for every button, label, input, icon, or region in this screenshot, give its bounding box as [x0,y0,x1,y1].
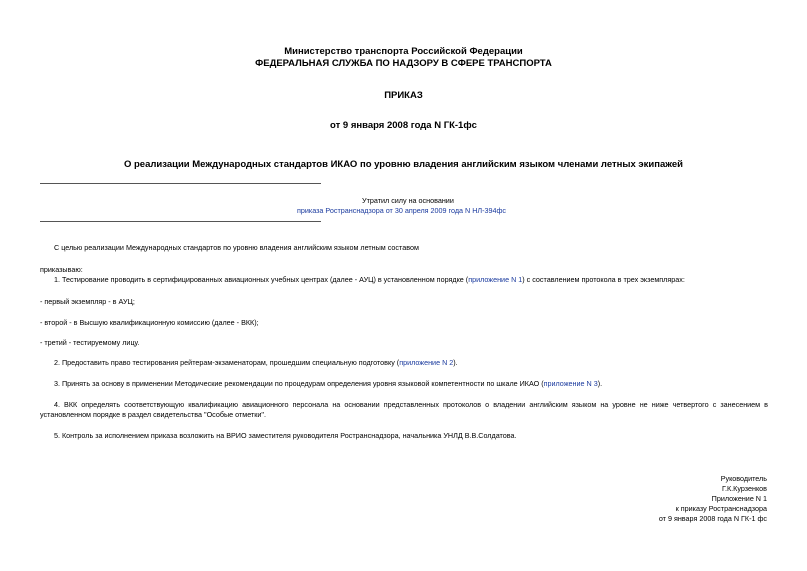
signatory-name: Г.К.Курзенков [721,484,767,493]
service-name: ФЕДЕРАЛЬНАЯ СЛУЖБА ПО НАДЗОРУ В СФЕРЕ ТРАНСПОРТА [255,58,552,69]
appendix-heading: Приложение N 1 [711,494,767,503]
bullet-second-copy: - второй - в Высшую квалификационную комиссию (далее - ВКК); [40,318,259,327]
paragraph-2-text-end: ). [453,358,458,367]
bullet-first-copy: - первый экземпляр - в АУЦ; [40,297,135,306]
paragraph-3-text-end: ). [597,379,603,388]
document-title: О реализации Международных стандартов ИКАО по уровню владения английским языком членами летных экипажей [123,159,684,170]
repeal-order-link[interactable]: приказа Ространснадзора от 30 апреля 2009 года N НЛ-394фс [297,206,507,215]
signatory-role: Руководитель [720,474,767,483]
paragraph-1-text: 1. Тестирование проводить в сертифицированных авиационных учебных центрах (далее - АУЦ) в установленном порядке ( [54,275,469,284]
paragraph-1 [40,275,768,285]
paragraph-5: 5. Контроль за исполнением приказа возложить на ВРИО заместителя руководителя Ространснадзора, начальника УНЛД В.В.Солдатова. [54,431,517,440]
paragraph-1-text-end: ) с составлением протокола в трех экземплярах: [522,275,685,284]
document-type: ПРИКАЗ [384,90,423,101]
preamble: С целью реализации Международных стандартов по уровню владения английским языком летным составом [54,243,419,252]
bullet-third-copy: - третий - тестируемому лицу. [40,338,140,347]
paragraph-3-text: 3. Принять за основу в применении Методические рекомендации по процедурам определения уровня языковой компетентности по шкале ИКАО ( [54,379,544,388]
order-word: приказываю: [40,265,83,274]
appendix-2-link[interactable]: приложение N 2 [399,358,454,367]
document-date-number: от 9 января 2008 года N ГК-1фс [330,120,477,131]
appendix-1-link[interactable]: приложение N 1 [468,275,523,284]
paragraph-4: 4. ВКК определять соответствующую квалификацию авиационного персонала на основании представленных протоколов о владении английским языком на уровне не ниже четвертого с занесением в установленном порядке в раздел свидетельства "Особые отметки". [40,400,768,419]
status-text: Утратил силу на основании [362,196,454,205]
appendix-3-link[interactable]: приложение N 3 [543,379,598,388]
divider-top [40,183,321,184]
paragraph-2 [40,358,768,368]
divider-bottom [40,221,321,222]
appendix-to-order: к приказу Ространснадзора [675,504,767,513]
paragraph-3 [40,379,768,389]
paragraph-2-text: 2. Предоставить право тестирования рейтерам-экзаменаторам, прошедшим специальную подготовку ( [54,358,400,367]
ministry-name: Министерство транспорта Российской Федерации [284,46,523,57]
appendix-order-date: от 9 января 2008 года N ГК-1 фс [658,514,767,523]
